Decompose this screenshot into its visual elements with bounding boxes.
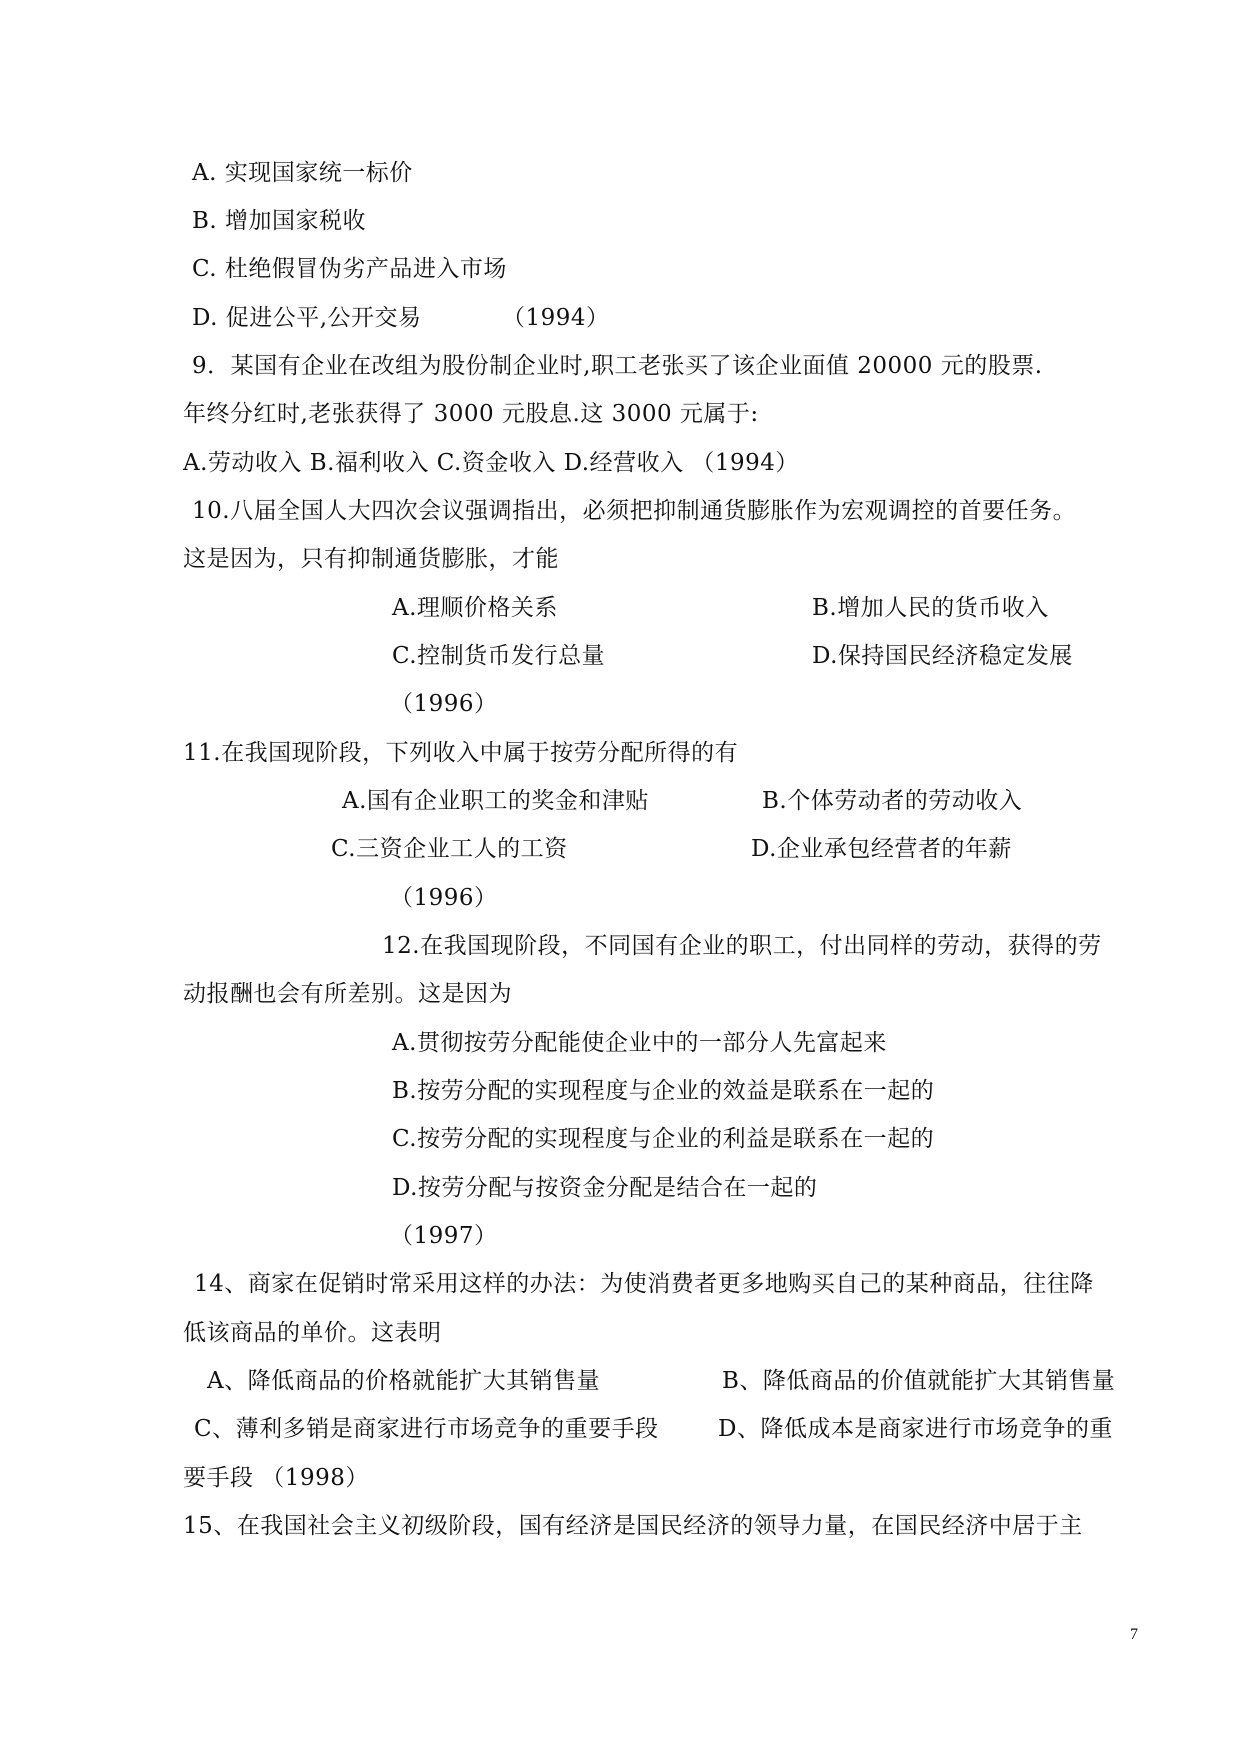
q8-option-b: B. 增加国家税收: [192, 208, 367, 234]
q8-option-a: A. 实现国家统一标价: [192, 160, 413, 186]
q8-option-d: D. 促进公平,公开交易: [192, 305, 422, 331]
page-number: 7: [1130, 1626, 1138, 1643]
q9-stem-line2: 年终分红时,老张获得了 3000 元股息.这 3000 元属于:: [183, 401, 759, 427]
q15-stem-line1: 15、在我国社会主义初级阶段，国有经济是国民经济的领导力量，在国民经济中居于主: [183, 1513, 1083, 1539]
q11-option-c: C.三资企业工人的工资: [331, 836, 568, 862]
q14-stem-line1: 14、商家在促销时常采用这样的办法：为使消费者更多地购买自己的某种商品，往往降: [194, 1271, 1094, 1297]
q12-stem-line2: 动报酬也会有所差别。这是因为: [183, 981, 512, 1007]
q14-option-b: B、降低商品的价值就能扩大其销售量: [722, 1368, 1116, 1394]
q12-option-c: C.按劳分配的实现程度与企业的利益是联系在一起的: [392, 1126, 935, 1152]
q9-stem-line1: 9．某国有企业在改组为股份制企业时,职工老张买了该企业面值 20000 元的股票.: [192, 353, 1043, 379]
q10-option-d: D.保持国民经济稳定发展: [812, 643, 1073, 669]
q10-stem-line2: 这是因为，只有抑制通货膨胀，才能: [183, 546, 559, 572]
q12-stem-line1: 12.在我国现阶段，不同国有企业的职工，付出同样的劳动，获得的劳: [382, 933, 1102, 959]
q14-option-d: D、降低成本是商家进行市场竞争的重: [718, 1416, 1113, 1442]
q10-option-a: A.理顺价格关系: [392, 595, 558, 621]
q9-options: A.劳动收入 B.福利收入 C.资金收入 D.经营收入 （1994）: [183, 450, 799, 476]
q14-option-a: A、降低商品的价格就能扩大其销售量: [207, 1368, 601, 1394]
q11-option-d: D.企业承包经营者的年薪: [751, 836, 1012, 862]
q10-stem-line1: 10.八届全国人大四次会议强调指出，必须把抑制通货膨胀作为宏观调控的首要任务。: [192, 498, 1077, 524]
q12-option-a: A.贯彻按劳分配能使企业中的一部分人先富起来: [392, 1030, 887, 1056]
q14-stem-line2: 低该商品的单价。这表明: [183, 1320, 442, 1346]
q12-year: （1997）: [390, 1223, 498, 1249]
q8-option-c: C. 杜绝假冒伪劣产品进入市场: [192, 256, 507, 282]
q10-year: （1996）: [390, 691, 498, 717]
q11-stem: 11.在我国现阶段，下列收入中属于按劳分配所得的有: [183, 740, 739, 766]
q14-option-d-continued: 要手段 （1998）: [183, 1465, 369, 1491]
q12-option-b: B.按劳分配的实现程度与企业的效益是联系在一起的: [392, 1078, 935, 1104]
q10-option-b: B.增加人民的货币收入: [812, 595, 1049, 621]
q14-option-c: C、薄利多销是商家进行市场竞争的重要手段: [194, 1416, 659, 1442]
q11-option-a: A.国有企业职工的奖金和津贴: [342, 788, 649, 814]
q11-option-b: B.个体劳动者的劳动收入: [762, 788, 1023, 814]
q10-option-c: C.控制货币发行总量: [392, 643, 606, 669]
q11-year: （1996）: [390, 885, 498, 911]
q8-year: （1994）: [502, 305, 610, 331]
q12-option-d: D.按劳分配与按资金分配是结合在一起的: [392, 1175, 818, 1201]
